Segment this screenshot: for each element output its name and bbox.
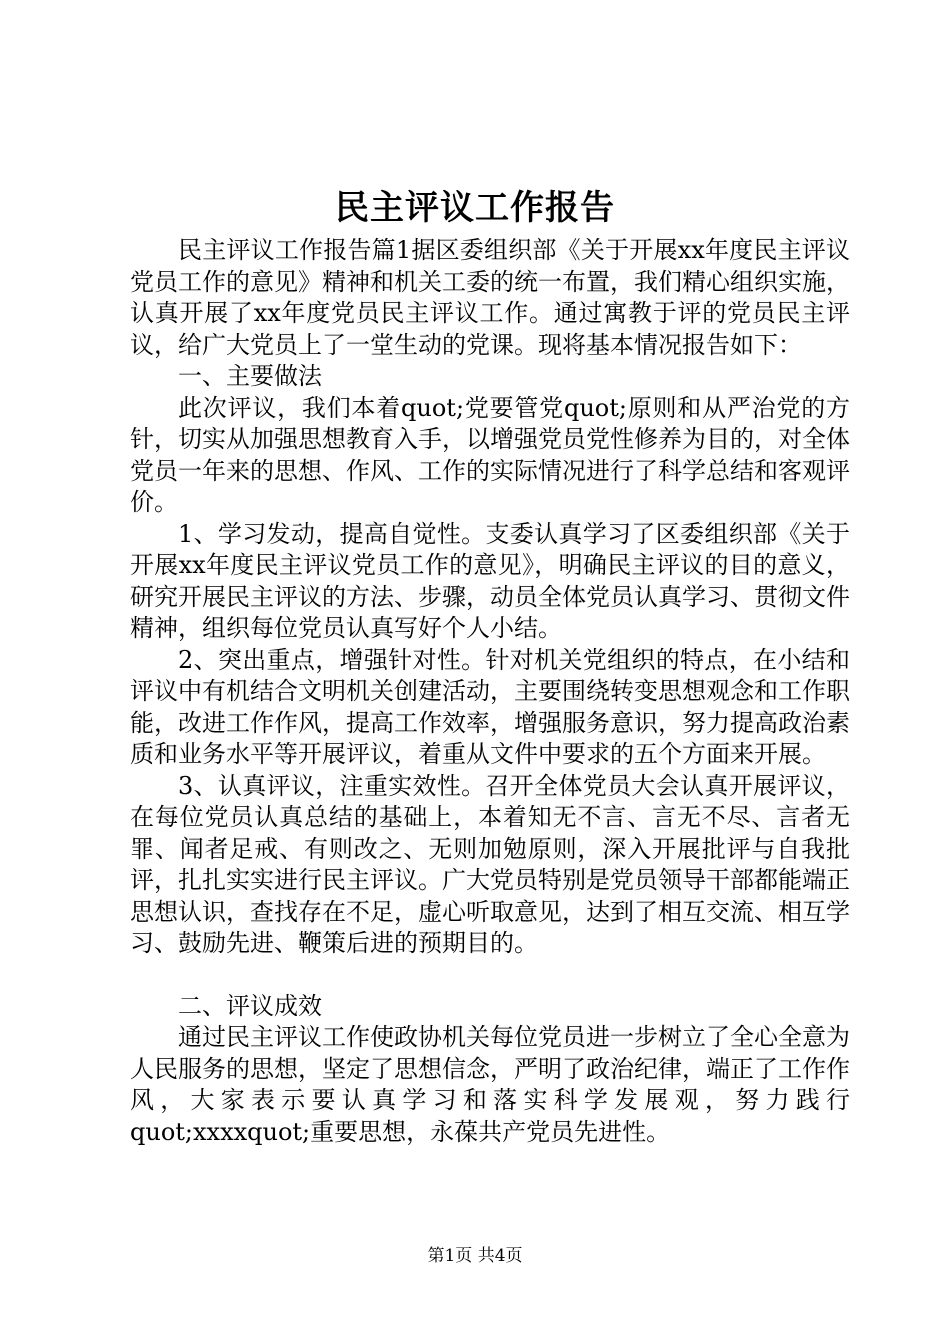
paragraph-evaluation-approach: 此次评议，我们本着quot;党要管党quot;原则和从严治党的方针，切实从加强思想教育入手，以增强党员党性修养为目的，对全体党员一年来的思想、作风、工作的实际情况进行了科学总结和客观评价。 bbox=[130, 393, 850, 516]
section-heading-main-practices: 一、主要做法 bbox=[178, 362, 322, 390]
document-title: 民主评议工作报告 bbox=[335, 188, 615, 228]
document-body bbox=[130, 235, 850, 1148]
paragraph-results: 通过民主评议工作使政协机关每位党员进一步树立了全心全意为人民服务的思想，坚定了思想信念，严明了政治纪律，端正了工作作风，大家表示要认真学习和落实科学发展观，努力践行quot;xxxxquot;重要思想，永葆共产党员先进性。 bbox=[130, 1023, 850, 1146]
paragraph-intro: 民主评议工作报告篇1据区委组织部《关于开展xx年度民主评议党员工作的意见》精神和机关工委的统一布置，我们精心组织实施，认真开展了xx年度党员民主评议工作。通过寓教于评的党员民主评议，给广大党员上了一堂生动的党课。现将基本情况报告如下： bbox=[130, 236, 850, 359]
paragraph-item-3: 3、认真评议，注重实效性。召开全体党员大会认真开展评议，在每位党员认真总结的基础上，本着知无不言、言无不尽、言者无罪、闻者足戒、有则改之、无则加勉原则，深入开展批评与自我批评，扎扎实实进行民主评议。广大党员特别是党员领导干部都能端正思想认识，查找存在不足，虚心听取意见，达到了相互交流、相互学习、鼓励先进、鞭策后进的预期目的。 bbox=[130, 771, 850, 957]
paragraph-item-2: 2、突出重点，增强针对性。针对机关党组织的特点，在小结和评议中有机结合文明机关创建活动，主要围绕转变思想观念和工作职能，改进工作作风，提高工作效率，增强服务意识，努力提高政治素质和业务水平等开展评议，着重从文件中要求的五个方面来开展。 bbox=[130, 645, 850, 768]
page-number-footer: 第1页 共4页 bbox=[427, 1246, 523, 1266]
paragraph-item-1: 1、学习发动，提高自觉性。支委认真学习了区委组织部《关于开展xx年度民主评议党员工作的意见》，明确民主评议的目的意义，研究开展民主评议的方法、步骤，动员全体党员认真学习、贯彻文件精神，组织每位党员认真写好个人小结。 bbox=[130, 519, 850, 642]
section-heading-results: 二、评议成效 bbox=[178, 991, 322, 1020]
